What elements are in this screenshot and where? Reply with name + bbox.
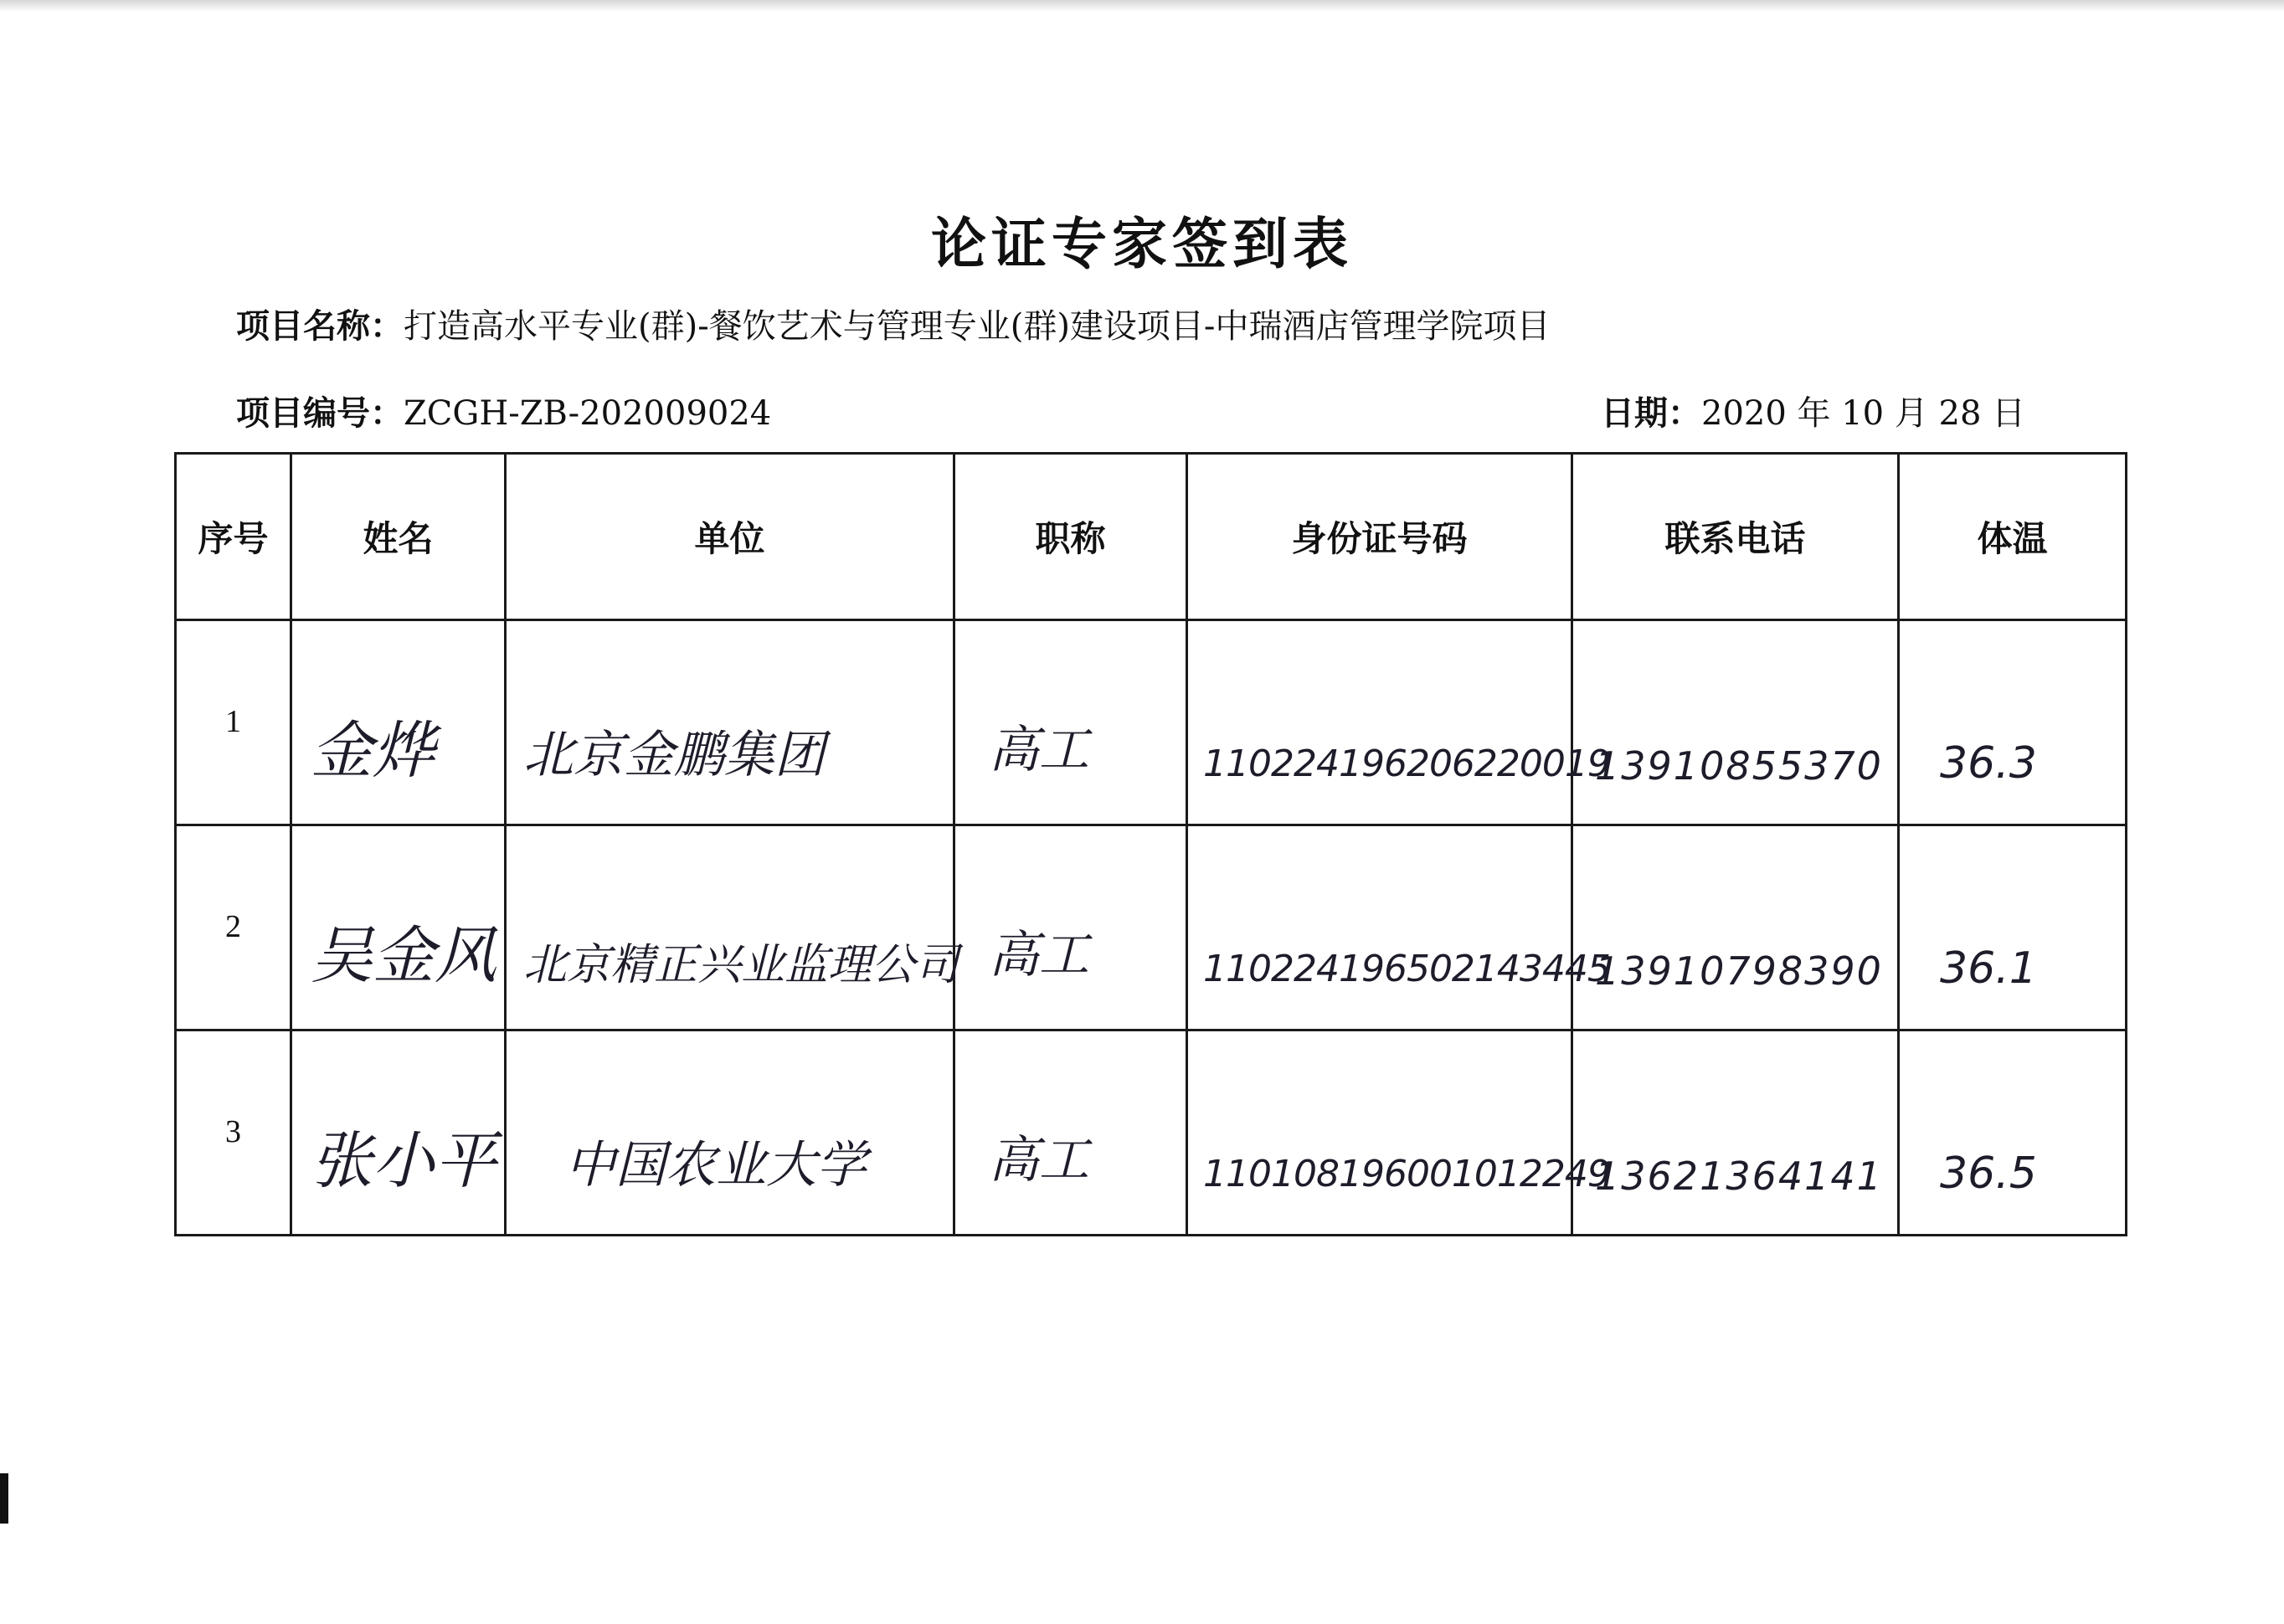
handwritten-name: 金烨	[311, 715, 435, 787]
row-seq: 3	[225, 1114, 241, 1149]
date-value: 2020 年 10 月 28 日	[1701, 394, 2026, 433]
cell-phone	[1572, 825, 1899, 1030]
scan-edge-mark	[0, 1473, 8, 1524]
cell-rank	[954, 620, 1187, 825]
cell-name	[291, 1030, 506, 1236]
cell-phone	[1572, 1030, 1899, 1236]
cell-org	[506, 620, 954, 825]
cell-seq	[176, 1030, 291, 1236]
date-label: 日期：	[1601, 394, 1701, 433]
cell-phone	[1572, 620, 1899, 825]
handwritten-phone: 13621364141	[1595, 1154, 1883, 1199]
handwritten-name: 张小平	[311, 1125, 496, 1197]
project-number-label: 项目编号：	[236, 394, 404, 433]
cell-name	[291, 825, 506, 1030]
date-line	[1601, 387, 2025, 434]
header-id-number: 身份证号码	[1187, 454, 1572, 620]
project-name-value: 打造高水平专业(群)-餐饮艺术与管理专业(群)建设项目-中瑞酒店管理学院项目	[404, 307, 1551, 346]
cell-temperature	[1899, 825, 2127, 1030]
cell-seq	[176, 620, 291, 825]
cell-org	[506, 1030, 954, 1236]
row-seq: 1	[225, 704, 241, 739]
handwritten-id-number: 110224196206220019	[1203, 743, 1610, 785]
handwritten-rank: 高工	[989, 721, 1089, 779]
header-rank: 职称	[954, 454, 1187, 620]
handwritten-name: 吴金风	[311, 920, 496, 992]
cell-seq	[176, 825, 291, 1030]
handwritten-rank: 高工	[989, 926, 1089, 984]
handwritten-org: 中国农业大学	[565, 1136, 867, 1195]
header-temperature: 体温	[1899, 454, 2127, 620]
handwritten-org: 北京金鹏集团	[523, 726, 825, 784]
project-name-label: 项目名称：	[236, 307, 404, 346]
table-row	[176, 825, 2127, 1030]
project-number-line	[236, 387, 771, 434]
handwritten-org: 北京精正兴业监理公司	[523, 940, 959, 990]
cell-temperature	[1899, 1030, 2127, 1236]
project-number-value: ZCGH-ZB-202009024	[404, 394, 772, 433]
sign-in-table	[174, 452, 2127, 1236]
cell-id-number	[1187, 1030, 1610, 1236]
handwritten-rank: 高工	[989, 1131, 1089, 1190]
project-name-line	[236, 300, 1550, 347]
header-phone: 联系电话	[1572, 454, 1899, 620]
handwritten-id-number: 110224196502143445	[1203, 948, 1610, 990]
table-header-row	[176, 454, 2127, 620]
header-seq: 序号	[176, 454, 291, 620]
table-row	[176, 1030, 2127, 1236]
header-org: 单位	[506, 454, 954, 620]
handwritten-phone: 13910798390	[1595, 948, 1883, 994]
header-name: 姓名	[291, 454, 506, 620]
cell-rank	[954, 825, 1187, 1030]
handwritten-id-number: 110108196001012249	[1203, 1153, 1610, 1195]
cell-name	[291, 620, 506, 825]
cell-org	[506, 825, 959, 1030]
handwritten-phone: 13910855370	[1595, 743, 1883, 789]
table-row	[176, 620, 2127, 825]
handwritten-temperature: 36.5	[1940, 1149, 2037, 1199]
scan-shadow	[0, 0, 2284, 12]
row-seq: 2	[225, 909, 241, 944]
document-title: 论证专家签到表	[931, 212, 1353, 276]
handwritten-temperature: 36.3	[1940, 738, 2037, 789]
cell-id-number	[1187, 620, 1610, 825]
cell-id-number	[1187, 825, 1610, 1030]
cell-rank	[954, 1030, 1187, 1236]
handwritten-temperature: 36.1	[1940, 943, 2037, 994]
cell-temperature	[1899, 620, 2127, 825]
